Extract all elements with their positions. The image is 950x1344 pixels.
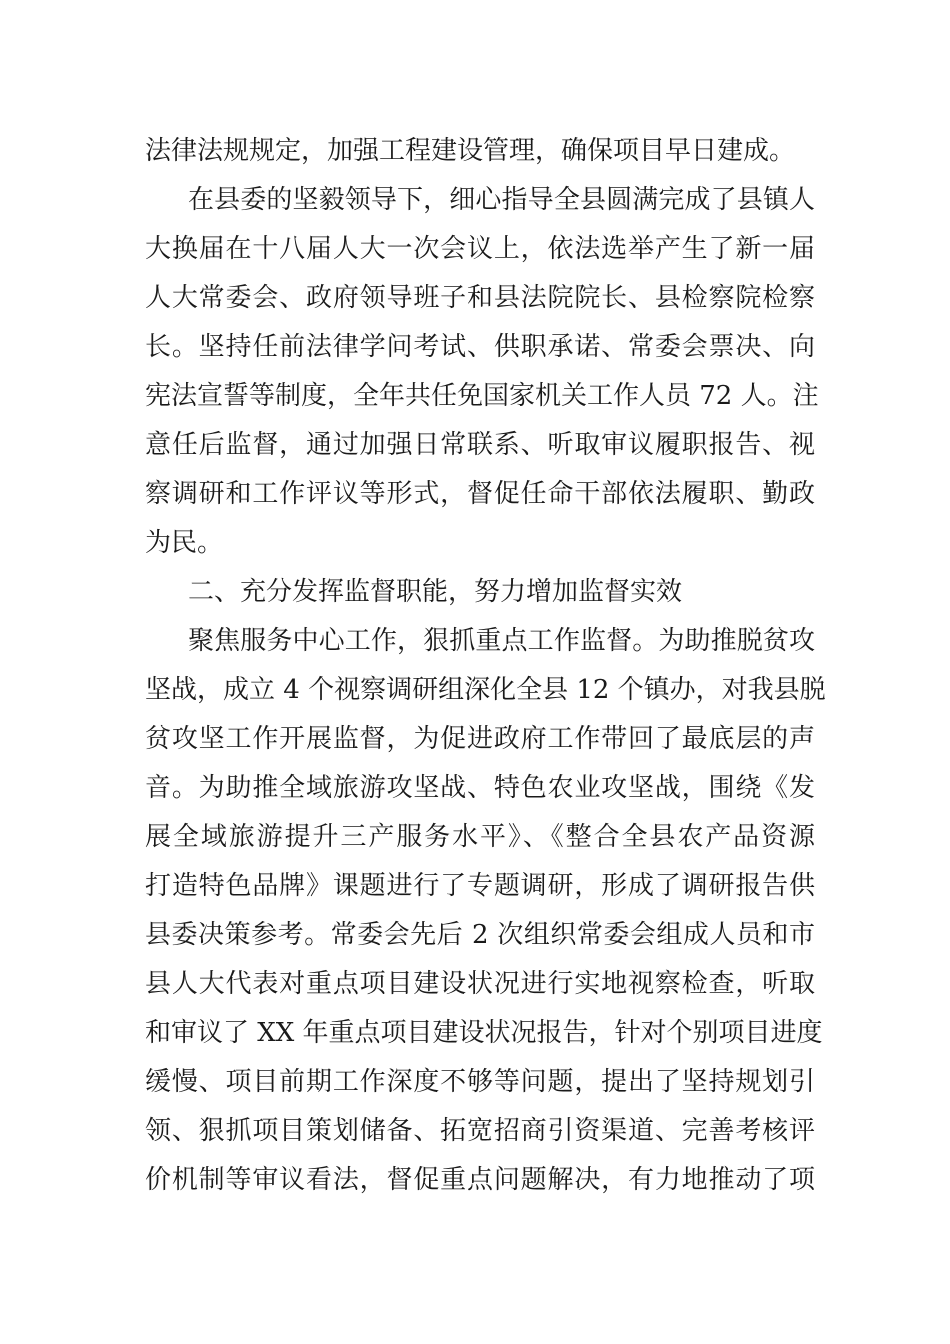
- paragraph-first-line: 在县委的坚毅领导下，细心指导全县圆满完成了县镇人: [188, 185, 815, 215]
- text-line: 察调研和工作评议等形式，督促任命干部依法履职、勤政: [145, 479, 815, 509]
- document-body: [145, 127, 826, 1205]
- section-heading: 二、充分发挥监督职能，努力增加监督实效: [188, 577, 683, 607]
- text-line: 意任后监督，通过加强日常联系、听取审议履职报告、视: [145, 430, 815, 460]
- text-line: 价机制等审议看法，督促重点问题解决，有力地推动了项: [145, 1165, 815, 1195]
- text-line: 大换届在十八届人大一次会议上，依法选举产生了新一届: [145, 234, 815, 264]
- paragraph-first-line: 聚焦服务中心工作，狠抓重点工作监督。为助推脱贫攻: [188, 626, 815, 656]
- text-line: 法律法规规定，加强工程建设管理，确保项目早日建成。: [145, 136, 796, 166]
- text-line: 领、狠抓项目策划储备、拓宽招商引资渠道、完善考核评: [145, 1116, 815, 1146]
- text-line: 缓慢、项目前期工作深度不够等问题，提出了坚持规划引: [145, 1067, 815, 1097]
- text-line: 打造特色品牌》课题进行了专题调研，形成了调研报告供: [145, 871, 815, 901]
- text-line: 县委决策参考。常委会先后 2 次组织常委会组成人员和市: [145, 920, 815, 950]
- text-line: 展全域旅游提升三产服务水平》、《整合全县农产品资源: [145, 822, 815, 852]
- text-line: 宪法宣誓等制度，全年共任免国家机关工作人员 72 人。注: [145, 381, 819, 411]
- text-line: 人大常委会、政府领导班子和县法院院长、县检察院检察: [145, 283, 815, 313]
- text-line: 县人大代表对重点项目建设状况进行实地视察检查，听取: [145, 969, 815, 999]
- text-line: 长。坚持任前法律学问考试、供职承诺、常委会票决、向: [145, 332, 815, 362]
- text-line: 坚战，成立 4 个视察调研组深化全县 12 个镇办，对我县脱: [145, 675, 826, 705]
- text-line: 贫攻坚工作开展监督，为促进政府工作带回了最底层的声: [145, 724, 815, 754]
- text-line: 为民。: [145, 528, 224, 558]
- text-line: 音。为助推全域旅游攻坚战、特色农业攻坚战，围绕《发: [145, 773, 815, 803]
- text-line: 和审议了 XX 年重点项目建设状况报告，针对个别项目进度: [145, 1018, 823, 1048]
